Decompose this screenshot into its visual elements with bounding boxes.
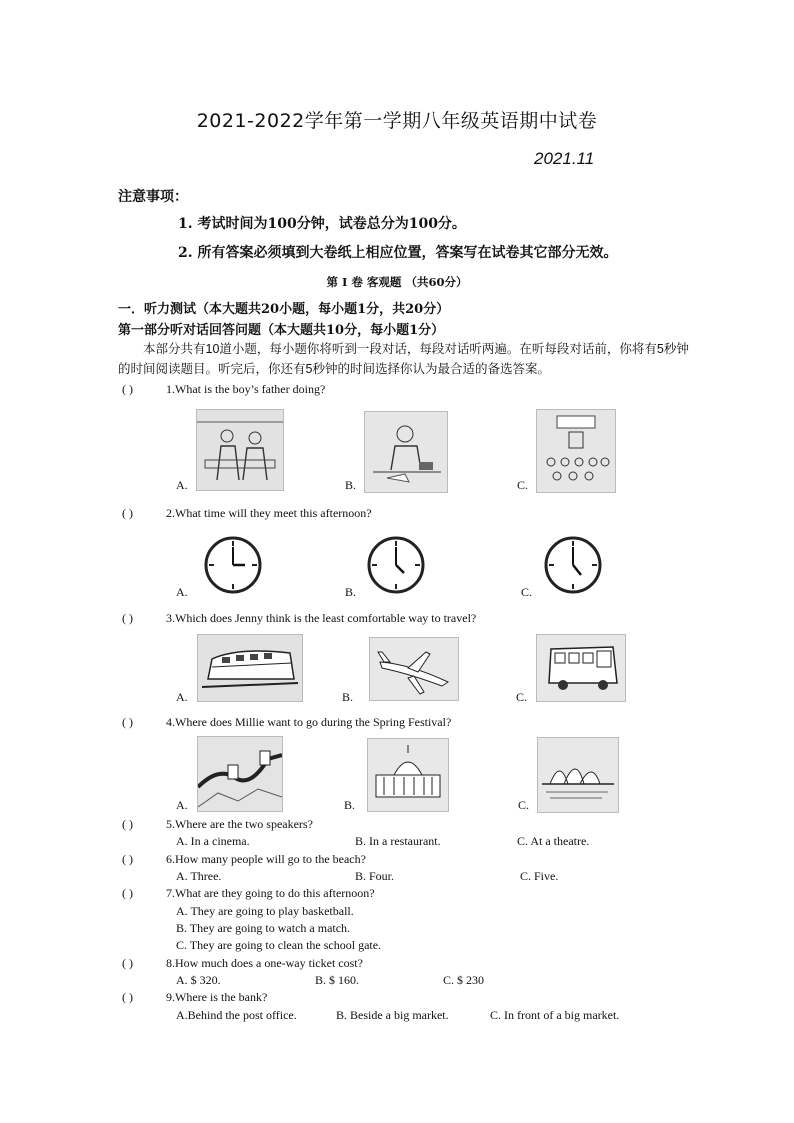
notice-item-1: 1. 考试时间为100分钟，试卷总分为100分。: [178, 216, 466, 232]
option-a: A.: [176, 690, 188, 704]
option-c: C.: [521, 585, 533, 599]
option-a: A. They are going to play basketball.: [176, 904, 354, 918]
question-9: [122, 990, 267, 1005]
option-c: C. At a theatre.: [517, 834, 590, 848]
option-c: C.: [516, 690, 528, 704]
people-sitting-illustration: [196, 409, 284, 491]
answer-blank[interactable]: ( ): [122, 956, 133, 970]
section-heading: 一．听力测试（本大题共20小题，每小题1分，共20分）: [118, 302, 450, 317]
option-c: C. Five.: [520, 869, 559, 883]
question-text: 5.Where are the two speakers?: [166, 817, 313, 831]
question-text: 2.What time will they meet this afternoon?: [166, 506, 372, 520]
notice-heading: 注意事项：: [118, 189, 188, 205]
question-text: 4.Where does Millie want to go during the Spring Festival?: [166, 715, 452, 729]
option-b: B.: [345, 585, 357, 599]
option-b: B.: [345, 478, 357, 492]
clock-icon: [543, 535, 603, 595]
clock-icon: [366, 535, 426, 595]
sydney-opera-house-illustration: [537, 737, 619, 813]
clock-icon: [203, 535, 263, 595]
option-a: A. $ 320.: [176, 973, 221, 987]
phone-call-illustration: [364, 411, 448, 493]
option-c: C. They are going to clean the school gate.: [176, 938, 382, 952]
question-1: [122, 382, 325, 397]
great-wall-illustration: [197, 736, 283, 812]
answer-blank[interactable]: ( ): [122, 506, 133, 520]
question-4: [122, 715, 451, 730]
question-2: [122, 506, 372, 521]
answer-blank[interactable]: ( ): [122, 990, 133, 1004]
option-a: A.Behind the post office.: [176, 1008, 297, 1022]
question-text: 1.What is the boy’s father doing?: [166, 382, 326, 396]
airplane-illustration: [369, 637, 459, 701]
subsection-heading: 第一部分听对话回答问题（本大题共10分，每小题1分）: [118, 323, 445, 338]
exam-date: 2021.11: [534, 149, 595, 168]
question-text: 8.How much does a one-way ticket cost?: [166, 956, 363, 970]
option-b: B.: [342, 690, 354, 704]
part-heading: 第 I 卷 客观题 （共60分）: [326, 275, 468, 289]
answer-blank[interactable]: ( ): [122, 382, 133, 396]
option-b: B. Beside a big market.: [336, 1008, 449, 1022]
bus-illustration: [536, 634, 626, 702]
question-text: 9.Where is the bank?: [166, 990, 268, 1004]
question-5: [122, 817, 313, 832]
question-3: [122, 611, 476, 626]
question-6: [122, 852, 366, 867]
exam-title: 2021-2022学年第一学期八年级英语期中试卷: [196, 110, 598, 132]
answer-blank[interactable]: ( ): [122, 852, 133, 866]
answer-blank[interactable]: ( ): [122, 715, 133, 729]
question-8: [122, 956, 363, 971]
option-b: B. They are going to watch a match.: [176, 921, 351, 935]
instructions: 本部分共有10道小题，每小题你将听到一段对话，每段对话听两遍。在听每段对话前，你将有5秒钟的时间阅读题目。听完后，你还有5秒钟的时间选择你认为最合适的备选答案。: [118, 342, 689, 376]
option-a: A. Three.: [176, 869, 222, 883]
option-b: B. Four.: [355, 869, 395, 883]
train-illustration: [197, 634, 303, 702]
answer-blank[interactable]: ( ): [122, 817, 133, 831]
meeting-hall-illustration: [536, 409, 616, 493]
option-a: A.: [176, 798, 188, 812]
option-c: C.: [517, 478, 529, 492]
option-b: B.: [344, 798, 356, 812]
option-c: C.: [518, 798, 530, 812]
question-7: [122, 886, 375, 901]
option-c: C. $ 230: [443, 973, 485, 987]
question-text: 7.What are they going to do this afternoon?: [166, 886, 375, 900]
question-text: 3.Which does Jenny think is the least comfortable way to travel?: [166, 611, 477, 625]
answer-blank[interactable]: ( ): [122, 611, 133, 625]
answer-blank[interactable]: ( ): [122, 886, 133, 900]
option-a: A.: [176, 585, 188, 599]
option-a: A. In a cinema.: [176, 834, 250, 848]
notice-item-2: 2. 所有答案必须填到大卷纸上相应位置，答案写在试卷其它部分无效。: [178, 245, 618, 261]
option-b: B. $ 160.: [315, 973, 360, 987]
option-b: B. In a restaurant.: [355, 834, 441, 848]
option-a: A.: [176, 478, 188, 492]
option-c: C. In front of a big market.: [490, 1008, 620, 1022]
question-text: 6.How many people will go to the beach?: [166, 852, 366, 866]
capitol-building-illustration: [367, 738, 449, 812]
